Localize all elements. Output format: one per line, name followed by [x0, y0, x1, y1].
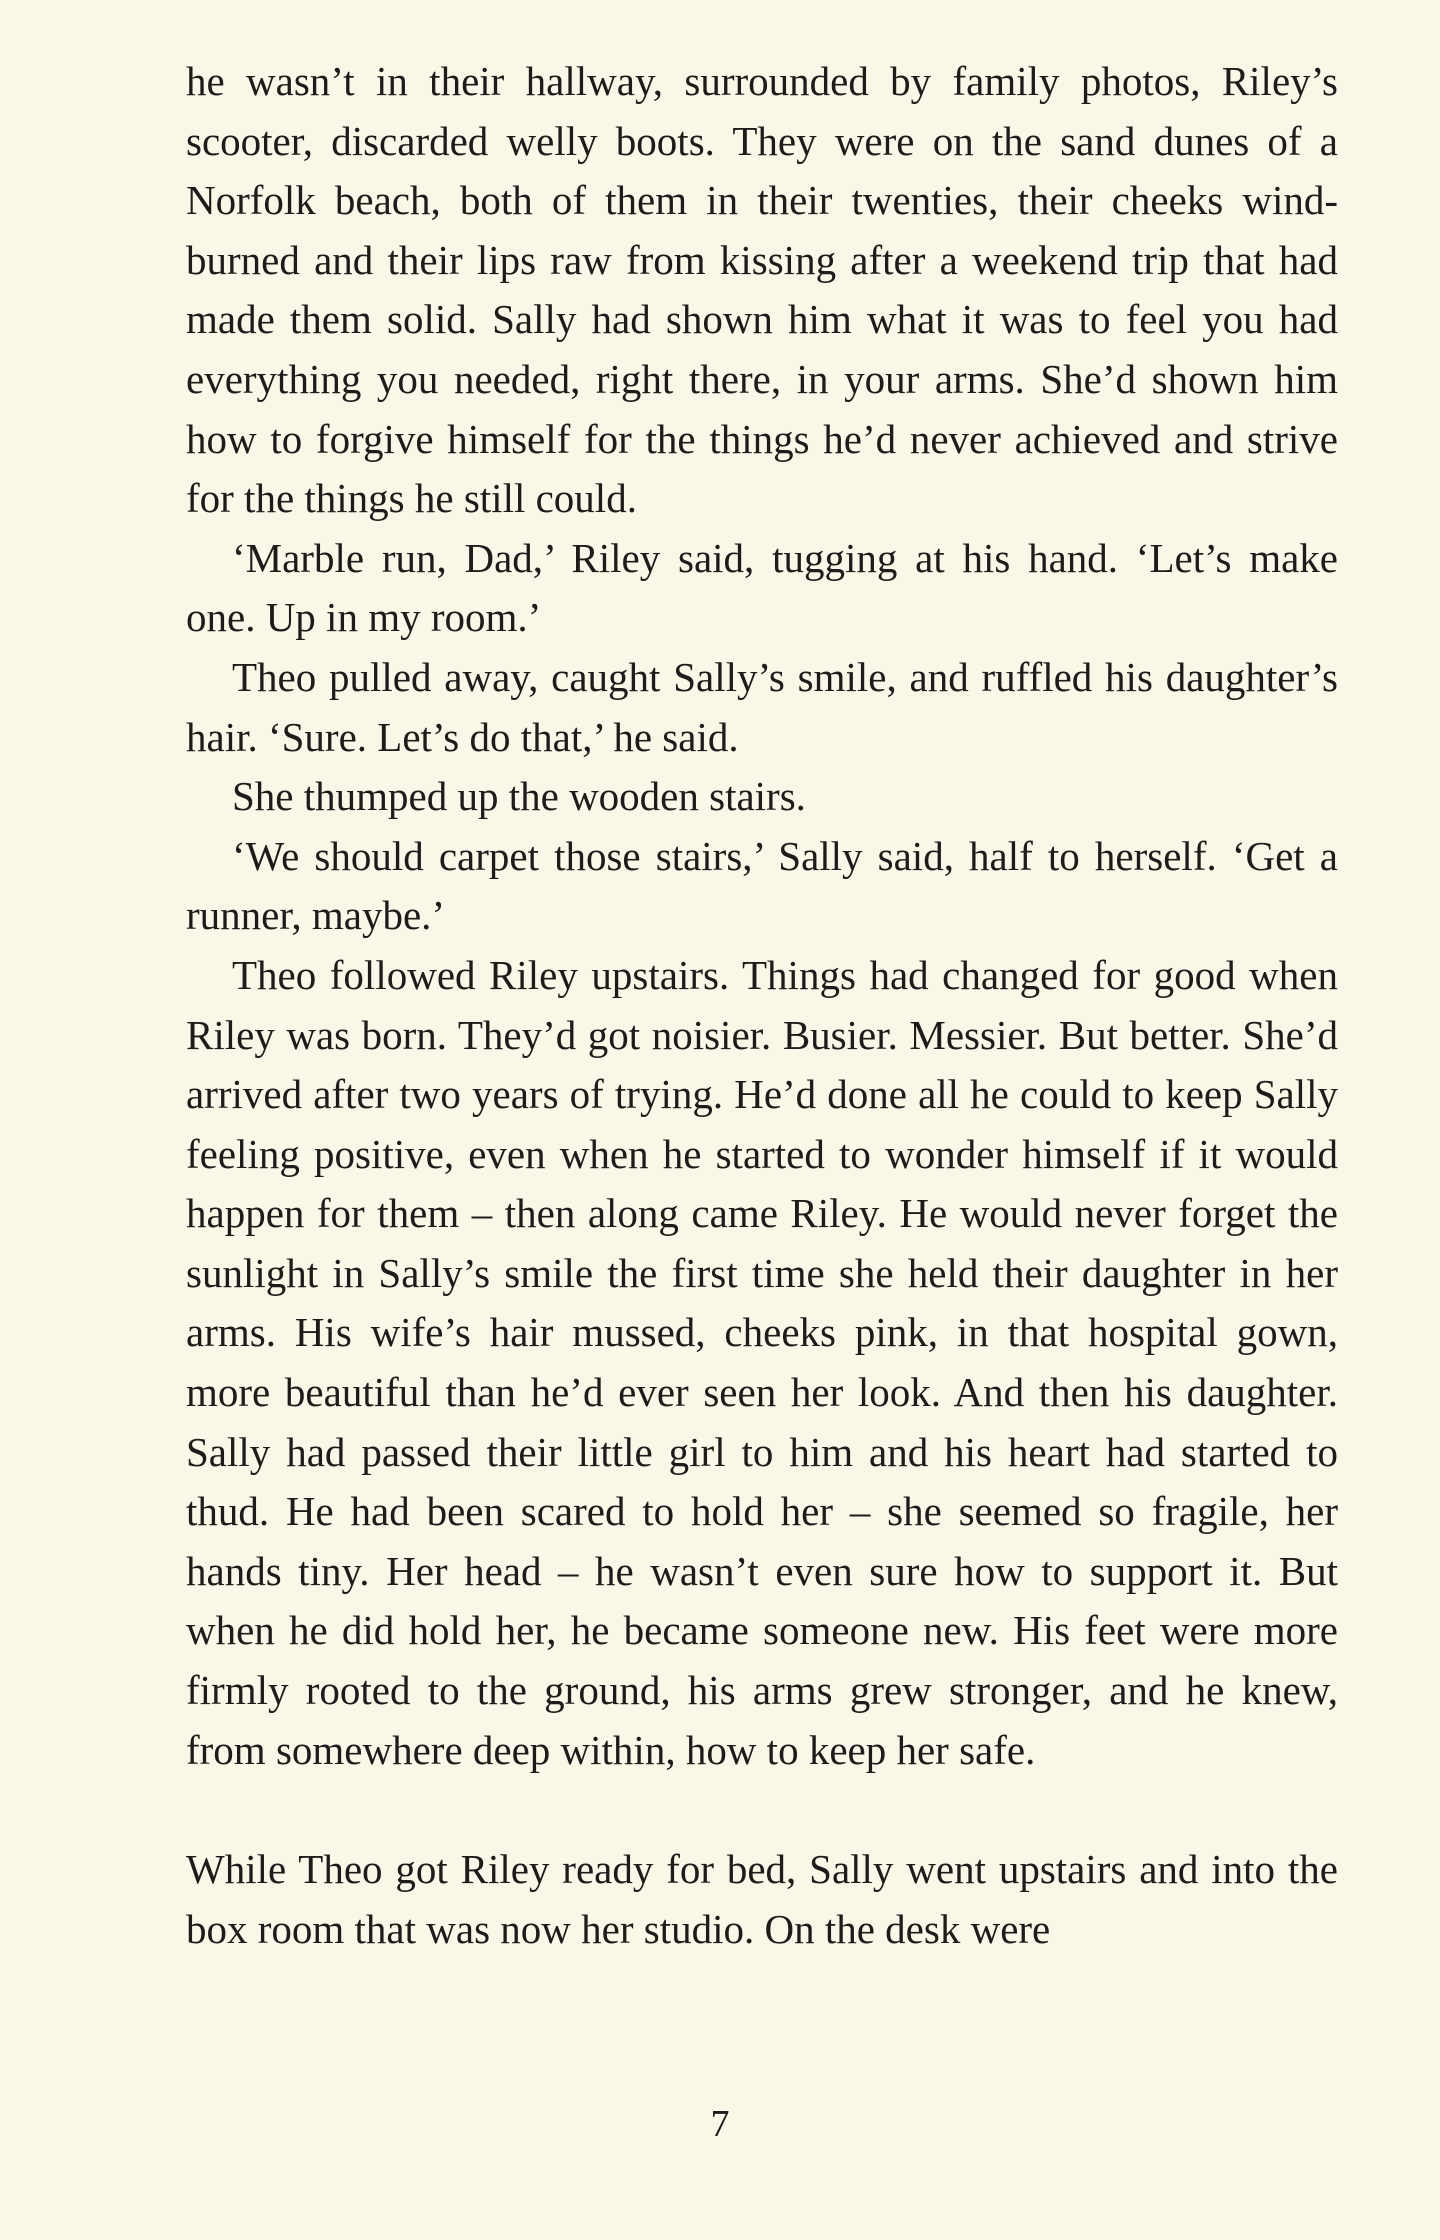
paragraph-stairs: She thumped up the wooden stairs. — [232, 773, 806, 820]
page-number: 7 — [710, 2103, 730, 2145]
paragraph-theo-followed: Theo followed Riley upstairs. Things had changed for good when Riley was born. They’d got noisier. Busier. Messier. But better. She’d arrived after two years of trying. He’d done all he could to keep Sally feeling positive, even when he started to wonder himself if it would happen for them – then along came Riley. He would never forget the sunlight in Sally’s smile the first time she held their daughter in her arms. His wife’s hair mussed, cheeks pink, in that hospital gown, more beautiful than he’d ever seen her look. And then his daughter. Sally had passed their little girl to him and his heart had started to thud. He had been scared to hold her – she seemed so fragile, her hands tiny. Her head – he wasn’t even sure how to support it. But when he did hold her, he became someone new. His feet were more firmly rooted to the ground, his arms grew stronger, and he knew, from somewhere deep within, how to keep her safe. — [186, 951, 1338, 1773]
paragraph-carpet: ‘We should carpet those stairs,’ Sally said, half to herself. ‘Get a runner, maybe.’ — [186, 832, 1338, 939]
section-break — [186, 1780, 1338, 1840]
paragraph-bedtime: While Theo got Riley ready for bed, Sally went upstairs and into the box room that was now her studio. On the desk were — [186, 1846, 1338, 1952]
body-text — [186, 52, 1338, 1959]
paragraph-continuation: he wasn’t in their hallway, surrounded by family photos, Riley’s scooter, discarded welly boots. They were on the sand dunes of a Norfolk beach, both of them in their twenties, their cheeks wind-burned and their lips raw from kissing after a weekend trip that had made them solid. Sally had shown him what it was to feel you had everything you needed, right there, in your arms. She’d shown him how to forgive himself for the things he’d never achieved and strive for the things he still could. — [186, 58, 1338, 522]
paragraph-marble-run: ‘Marble run, Dad,’ Riley said, tugging at his hand. ‘Let’s make one. Up in my room.’ — [186, 534, 1338, 641]
paragraph-theo-pulled-away: Theo pulled away, caught Sally’s smile, and ruffled his daughter’s hair. ‘Sure. Let’s do that,’ he said. — [186, 653, 1338, 760]
